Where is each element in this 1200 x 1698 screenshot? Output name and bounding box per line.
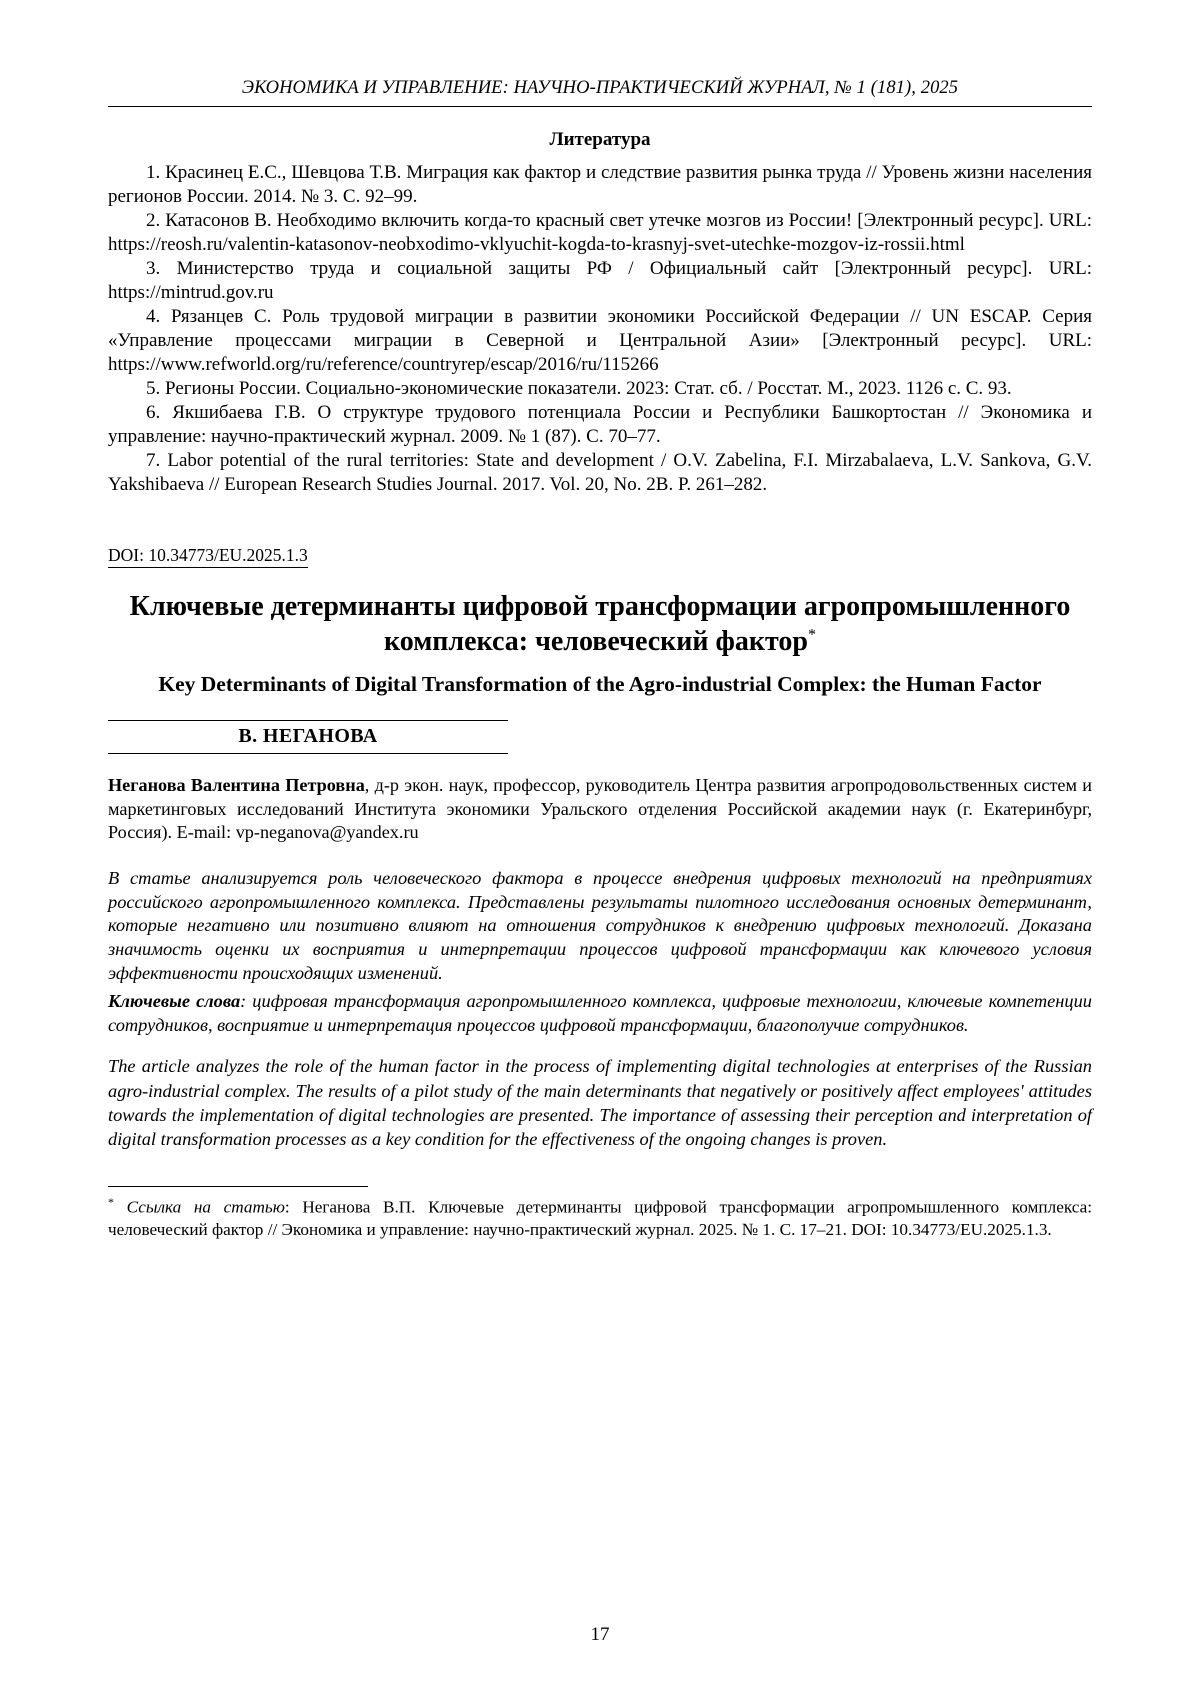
- title-ru-text: Ключевые детерминанты цифровой трансформации агропромышленного комплекса: человеческий фактор: [129, 591, 1071, 657]
- footnote: [108, 1195, 1092, 1241]
- divider-bottom: [108, 753, 508, 754]
- author-short-name: В. НЕГАНОВА: [238, 725, 378, 748]
- footnote-divider: [108, 1186, 368, 1187]
- title-footnote-marker: *: [808, 626, 817, 644]
- footnote-label: Ссылка на статью: [126, 1197, 285, 1217]
- reference-item: 1. Красинец Е.С., Шевцова Т.В. Миграция как фактор и следствие развития рынка труда // Уровень жизни населения регионов России. 2014. № 3. С. 92–99.: [108, 162, 1092, 208]
- author-block: [108, 720, 508, 754]
- keywords-ru: [108, 990, 1092, 1038]
- abstract-en-text: The article analyzes the role of the human factor in the process of implementing digital technologies at enterprises of the Russian agro-industrial complex. The results of a pilot study of the main determinants that negatively or positively affect employees' attitudes towards the implementation of digital technologies are presented. The importance of assessing their perception and interpretation of digital transformation processes as a key condition for the effectiveness of the ongoing changes is proven.: [108, 1056, 1092, 1150]
- keywords-label: Ключевые слова: [108, 991, 241, 1012]
- references-heading: Литература: [549, 129, 651, 150]
- abstract-en: [108, 1054, 1092, 1152]
- reference-item: 3. Министерство труда и социальной защиты РФ / Официальный сайт [Электронный ресурс]. URL: https://mintrud.gov.ru: [108, 258, 1092, 304]
- reference-item: 5. Регионы России. Социально-экономические показатели. 2023: Стат. сб. / Росстат. М., 2023. 1126 с. С. 93.: [146, 378, 1012, 400]
- reference-item: 4. Рязанцев С. Роль трудовой миграции в развитии экономики Российской Федерации // UN ESCAP. Серия «Управление процессами миграции в Северной и Центральной Азии» [Электронный ресурс]. URL: https://www.refworld.org/ru/reference/countryrep/escap/2016/ru/115266: [108, 306, 1092, 376]
- footnote-marker: *: [108, 1194, 114, 1209]
- footnote-text: : Неганова В.П. Ключевые детерминанты цифровой трансформации агропромышленного комплекса: человеческий фактор // Экономика и управление: научно-практический журнал. 2025. № 1. С. 17–21. DOI: 10.34773/EU.2025.1.3.: [108, 1197, 1092, 1239]
- reference-item: 2. Катасонов В. Необходимо включить когда-то красный свет утечке мозгов из России! [Электронный ресурс]. URL: https://reosh.ru/valentin-katasonov-neobxodimo-vklyuchit-kogda-to-krasnyj-svet-utechke-mozgov-iz-rossii.html: [108, 210, 1092, 256]
- page-title: [108, 590, 1092, 659]
- abstract-ru-text: В статье анализируется роль человеческого фактора в процессе внедрения цифровых технологий на предприятиях российского агропромышленного комплекса. Представлены результаты пилотного исследования основных детерминант, которые негативно или позитивно влияют на отношения сотрудников к внедрению цифровых технологий. Доказана значимость оценки их восприятия и интерпретации процессов цифровой трансформации как ключевого условия эффективности происходящих изменений.: [108, 867, 1092, 984]
- page-number: 17: [590, 1624, 610, 1645]
- keywords-ru-text: : цифровая трансформация агропромышленного комплекса, цифровые технологии, ключевые компетенции сотрудников, восприятие и интерпретация процессов цифровой трансформации, благополучие сотрудников.: [108, 991, 1092, 1036]
- references-list: [108, 161, 1092, 497]
- reference-item: 7. Labor potential of the rural territories: State and development / O.V. Zabelina, F.I. Mirzabalaeva, L.V. Sankova, G.V. Yakshibaeva // European Research Studies Journal. 2017. Vol. 20, No. 2B. P. 261–282.: [108, 450, 1092, 496]
- footnote-area: [108, 1186, 1092, 1241]
- author-affiliation: [108, 774, 1092, 844]
- page-title-en: Key Determinants of Digital Transformation of the Agro-industrial Complex: the Human Factor: [158, 672, 1042, 697]
- running-head: ЭКОНОМИКА И УПРАВЛЕНИЕ: НАУЧНО-ПРАКТИЧЕСКИЙ ЖУРНАЛ, № 1 (181), 2025: [108, 78, 1092, 107]
- doi-label: DOI: 10.34773/EU.2025.1.3: [108, 545, 308, 568]
- author-affiliation-text: , д-р экон. наук, профессор, руководитель Центра развития агропродовольственных систем и маркетинговых исследований Института экономики Уральского отделения Российской академии наук (г. Екатеринбург, Россия). E-mail: vp-neganova@yandex.ru: [108, 775, 1092, 843]
- abstract-ru: [108, 867, 1092, 1038]
- author-full-name: Неганова Валентина Петровна: [108, 775, 365, 796]
- reference-item: 6. Якшибаева Г.В. О структуре трудового потенциала России и Республики Башкортостан // Экономика и управление: научно-практический журнал. 2009. № 1 (87). С. 70–77.: [108, 402, 1092, 448]
